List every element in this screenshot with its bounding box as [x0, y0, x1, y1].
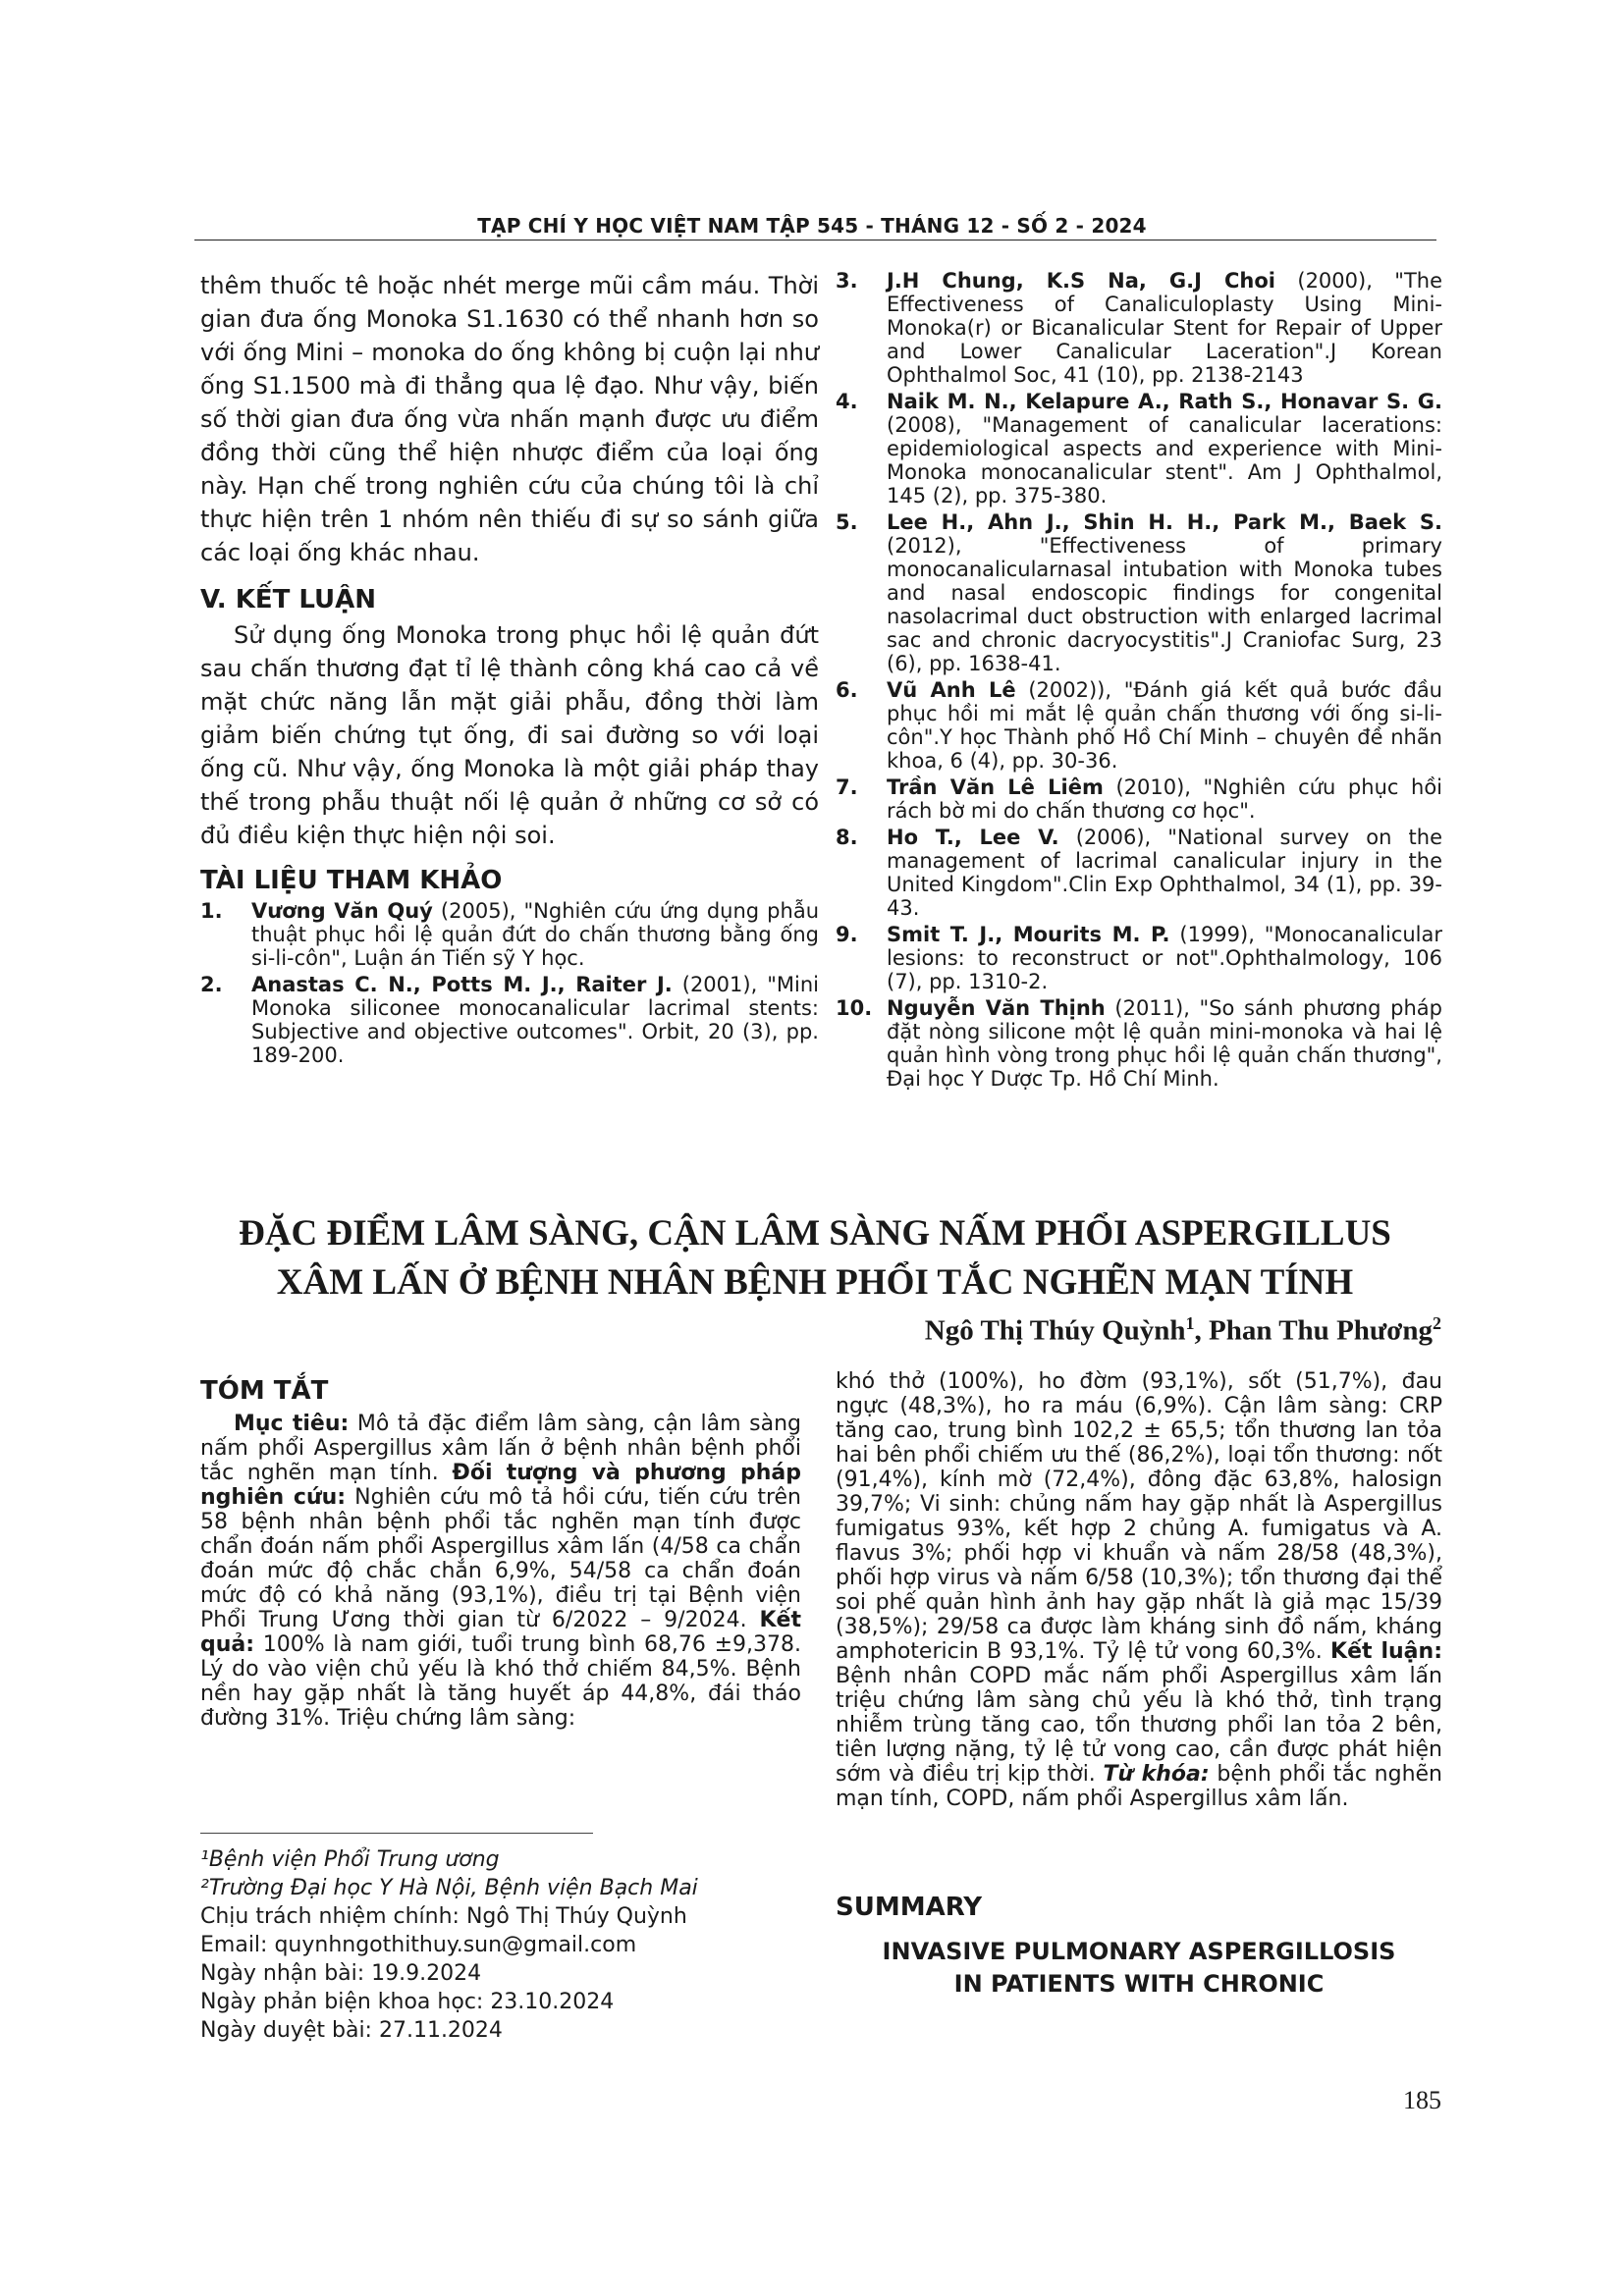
reference-item	[836, 826, 1442, 920]
reference-item	[200, 899, 819, 970]
abstract-text-right	[836, 1369, 1442, 1811]
summary-heading: SUMMARY	[836, 1893, 983, 1922]
summary-title	[836, 1936, 1442, 2001]
reference-number: 5.	[836, 510, 858, 534]
left-column	[200, 269, 819, 1070]
abstract-results-part-1: 100% là nam giới, tuổi trung bình 68,76 ±9,378. Lý do vào viện chủ yếu là khó thở chiếm 84,5%. Bệnh nền hay gặp nhất là tăng huyết áp 44,8%, đái tháo đường 31%. Triệu chứng lâm sàng:	[200, 1632, 801, 1731]
reference-authors: Vũ Anh Lê	[887, 678, 1016, 702]
received-date: Ngày nhận bài: 19.9.2024	[200, 1961, 482, 1986]
abstract-methods: Nghiên cứu mô tả hồi cứu, tiến cứu trên 58 bệnh nhân bệnh phổi tắc nghẽn mạn tính được chẩn đoán nấm phổi Aspergillus xâm lấn (4/58 ca chẩn đoán mức độ chắc chắn 6,9%, 54/58 ca chẩn đoán mức độ có khả năng (93,1%), điều trị tại Bệnh viện Phổi Trung Ương thời gian từ 6/2022 – 9/2024.	[200, 1485, 801, 1632]
author-name: Ngô Thị Thúy Quỳnh	[924, 1314, 1186, 1347]
reference-authors: Lee H., Ahn J., Shin H. H., Park M., Baek S.	[887, 510, 1442, 534]
reference-item	[836, 775, 1442, 823]
author-line	[925, 1313, 1441, 1348]
reference-number: 10.	[836, 996, 873, 1020]
reference-text: (2005), "Nghiên cứu ứng dụng phẫu thuật phục hồi lệ quản đứt do chấn thương bằng ống si-li-côn", Luận án Tiến sỹ Y học.	[251, 899, 819, 970]
reference-number: 6.	[836, 678, 858, 702]
reference-item	[200, 973, 819, 1067]
keywords: bệnh phổi tắc nghẽn mạn tính, COPD, nấm phổi Aspergillus xâm lấn.	[836, 1762, 1442, 1811]
abstract-results-part-2: khó thở (100%), ho đờm (93,1%), sốt (51,7%), đau ngực (48,3%), ho ra máu (6,9%). Cận lâm sàng: CRP tăng cao, trung bình 102,2 ± 65,5; tổn thương lan tỏa hai bên phổi chiếm ưu thế (86,2%), loại tổn thương: nốt (91,4%), kính mờ (72,4%), đông đặc 63,8%, halosign 39,7%; Vi sinh: chủng nấm hay gặp nhất là Aspergillus fumigatus 93%, kết hợp 2 chủng A. fumigatus và A. flavus 3%; phối hợp vi khuẩn và nấm 28/58 (48,3%), phối hợp virus và nấm 6/58 (10,3%); tổn thương đại thể soi phế quản hình ảnh hay gặp nhất là giả mạc 15/39 (38,5%); 29/58 ca được làm kháng sinh đồ nấm, kháng amphotericin B 93,1%. Tỷ lệ tử vong 60,3%.	[836, 1369, 1442, 1664]
reference-authors: Smit T. J., Mourits M. P.	[887, 923, 1170, 946]
reference-text: (2001), "Mini Monoka siliconee monocanalicular lacrimal stents: Subjective and objective outcomes". Orbit, 20 (3), pp. 189-200.	[251, 973, 819, 1067]
conclusion-heading: V. KẾT LUẬN	[200, 585, 377, 614]
reference-number: 2.	[200, 973, 223, 996]
reference-text: (2012), "Effectiveness of primary monocanalicularnasal intubation with Monoka tubes and nasal endoscopic findings for congenital nasolacrimal duct obstruction with enlarged lacrimal sac and chronic dacryocystitis".J Craniofac Surg, 23 (6), pp. 1638-41.	[887, 534, 1442, 675]
reference-item	[836, 996, 1442, 1091]
reference-text: (2011), "So sánh phương pháp đặt nòng silicone một lệ quản mini-monoka và hai lệ quản hình vòng trong phục hồi lệ quản chấn thương", Đại học Y Dược Tp. Hồ Chí Minh.	[887, 996, 1442, 1091]
corresponding-author: Chịu trách nhiệm chính: Ngô Thị Thúy Quỳnh	[200, 1904, 687, 1929]
abstract-conclusion-label: Kết luận:	[1330, 1639, 1442, 1664]
accepted-date: Ngày duyệt bài: 27.11.2024	[200, 2018, 503, 2043]
reference-authors: Ho T., Lee V.	[887, 826, 1059, 849]
reference-authors: Naik M. N., Kelapure A., Rath S., Honavar S. G.	[887, 390, 1442, 413]
reference-text: (2000), "The Effectiveness of Canaliculoplasty Using Mini-Monoka(r) or Bicanalicular Stent for Repair of Upper and Lower Canalicular Laceration".J Korean Ophthalmol Soc, 41 (10), pp. 2138-2143	[887, 269, 1442, 387]
reference-item	[836, 390, 1442, 507]
abstract-objective: Mô tả đặc điểm lâm sàng, cận lâm sàng nấm phổi Aspergillus xâm lấn ở bệnh nhân bệnh phổi tắc nghẽn mạn tính.	[200, 1412, 801, 1485]
author-affiliation-mark: 2	[1433, 1313, 1441, 1333]
abstract-conclusion: Bệnh nhân COPD mắc nấm phổi Aspergillus xâm lấn triệu chứng lâm sàng chủ yếu là khó thở, tình trạng nhiễm trùng tăng cao, tổn thương phổi lan tỏa 2 bên, tiên lượng nặng, tỷ lệ tử vong cao, cần được phát hiện sớm và điều trị kịp thời.	[836, 1664, 1442, 1787]
author-name: Phan Thu Phương	[1209, 1314, 1433, 1347]
reference-authors: J.H Chung, K.S Na, G.J Choi	[887, 269, 1275, 293]
page-number: 185	[1403, 2086, 1441, 2114]
abstract-results-label: Kết quả:	[200, 1608, 801, 1657]
keywords-label: Từ khóa:	[1103, 1762, 1210, 1787]
reference-number: 3.	[836, 269, 858, 293]
email-line: Email: quynhngothithuy.sun@gmail.com	[200, 1933, 637, 1957]
footnote-rule	[200, 1833, 593, 1834]
abstract-left-column	[200, 1376, 801, 1731]
references-list-left	[200, 899, 819, 1067]
reviewed-date: Ngày phản biện khoa học: 23.10.2024	[200, 1990, 615, 2014]
abstract-right-column	[836, 1369, 1442, 1811]
reference-authors: Vương Văn Quý	[251, 899, 433, 923]
reference-text: (2002)), "Đánh giá kết quả bước đầu phục hồi mi mắt lệ quản chấn thương với ống si-li-côn".Y học Thành phố Hồ Chí Minh – chuyên đề nhãn khoa, 6 (4), pp. 30-36.	[887, 678, 1442, 773]
running-head: TẠP CHÍ Y HỌC VIỆT NAM TẬP 545 - THÁNG 12 - SỐ 2 - 2024	[477, 214, 1147, 238]
reference-number: 8.	[836, 826, 858, 849]
abstract-text-left	[200, 1412, 801, 1731]
reference-authors: Nguyễn Văn Thịnh	[887, 996, 1106, 1020]
reference-item	[836, 678, 1442, 773]
reference-item	[836, 923, 1442, 993]
article-title-line-2: XÂM LẤN Ở BỆNH NHÂN BỆNH PHỔI TẮC NGHẼN MẠN TÍNH	[276, 1262, 1354, 1303]
right-column	[836, 269, 1442, 1094]
reference-item	[836, 269, 1442, 387]
reference-text: (1999), "Monocanalicular lesions: to reconstruct or not".Ophthalmology, 106 (7), pp. 1310-2.	[887, 923, 1443, 993]
references-list-right	[836, 269, 1442, 1091]
reference-item	[836, 510, 1442, 675]
summary-title-line-2: IN PATIENTS WITH CHRONIC	[953, 1970, 1325, 1998]
footnotes	[200, 1845, 801, 2045]
article-title	[196, 1209, 1434, 1308]
abstract-heading: TÓM TẮT	[200, 1376, 329, 1406]
reference-number: 4.	[836, 390, 858, 413]
affiliation-2: ²Trường Đại học Y Hà Nội, Bệnh viện Bạch Mai	[200, 1876, 698, 1900]
author-separator: ,	[1194, 1314, 1210, 1347]
reference-text: (2010), "Nghiên cứu phục hồi rách bờ mi do chấn thương cơ học".	[887, 775, 1442, 823]
affiliation-1: ¹Bệnh viện Phổi Trung ương	[200, 1847, 500, 1872]
article-title-line-1: ĐẶC ĐIỂM LÂM SÀNG, CẬN LÂM SÀNG NẤM PHỔI ASPERGILLUS	[239, 1213, 1391, 1254]
discussion-paragraph: thêm thuốc tê hoặc nhét merge mũi cầm máu. Thời gian đưa ống Monoka S1.1630 có thể nhanh hơn so với ống Mini – monoka do ống không bị cuộn lại như ống S1.1500 mà đi thẳng qua lệ đạo. Như vậy, biến số thời gian đưa ống vừa nhấn mạnh được ưu điểm đồng thời cũng thể hiện nhược điểm của loại ống này. Hạn chế trong nghiên cứu của chúng tôi là chỉ thực hiện trên 1 nhóm nên thiếu đi sự so sánh giữa các loại ống khác nhau.	[200, 272, 819, 566]
reference-number: 9.	[836, 923, 858, 946]
references-heading: TÀI LIỆU THAM KHẢO	[200, 866, 503, 895]
abstract-objective-label: Mục tiêu:	[234, 1412, 350, 1436]
abstract-methods-label: Đối tượng và phương pháp nghiên cứu:	[200, 1461, 802, 1510]
reference-number: 1.	[200, 899, 223, 923]
reference-authors: Trần Văn Lê Liêm	[887, 775, 1104, 799]
reference-text: (2008), "Management of canalicular lacerations: epidemiological aspects and experience with Mini-Monoka monocanalicular stent". Am J Ophthalmol, 145 (2), pp. 375-380.	[887, 413, 1442, 507]
reference-authors: Anastas C. N., Potts M. J., Raiter J.	[251, 973, 673, 996]
summary-title-line-1: INVASIVE PULMONARY ASPERGILLOSIS	[882, 1938, 1396, 1965]
reference-number: 7.	[836, 775, 858, 799]
author-affiliation-mark: 1	[1185, 1313, 1195, 1333]
reference-text: (2006), "National survey on the management of lacrimal canalicular injury in the United Kingdom".Clin Exp Ophthalmol, 34 (1), pp. 39-43.	[887, 826, 1442, 920]
conclusion-paragraph: Sử dụng ống Monoka trong phục hồi lệ quản đứt sau chấn thương đạt tỉ lệ thành công khá cao cả về mặt chức năng lẫn mặt giải phẫu, đồng thời làm giảm biến chứng tụt ống, đi sai đường so với loại ống cũ. Như vậy, ống Monoka là một giải pháp thay thế trong phẫu thuật nối lệ quản ở những cơ sở có đủ điều kiện thực hiện nội soi.	[200, 621, 819, 849]
